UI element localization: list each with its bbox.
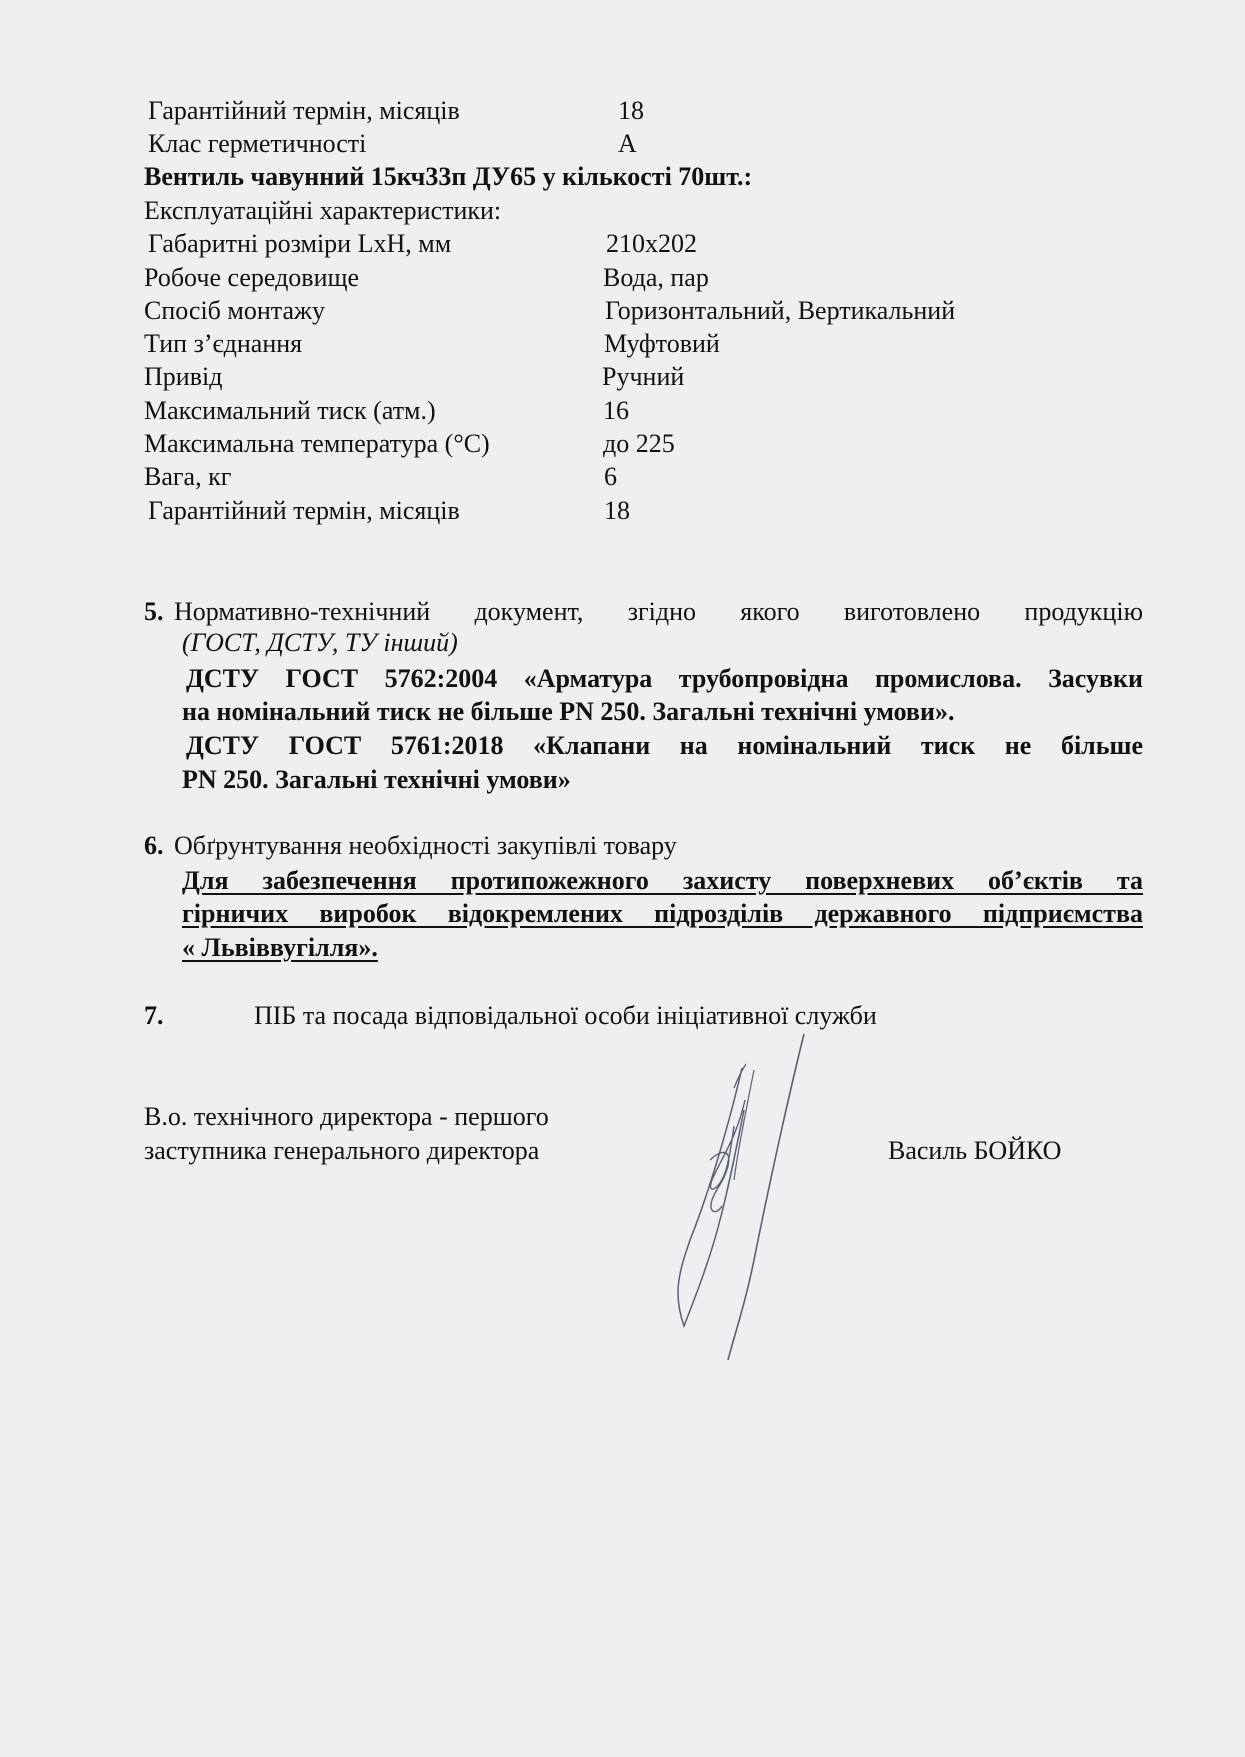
spec-label: Гарантійний термін, місяців — [148, 96, 460, 125]
section6-title: Обґрунтування необхідності закупівлі товару — [174, 831, 677, 860]
spec-label: Спосіб монтажу — [144, 296, 325, 325]
section5-subtitle: (ГОСТ, ДСТУ, ТУ інший) — [182, 628, 458, 657]
justification-line: « Львіввугілля». — [182, 933, 378, 962]
standard-line: на номінальний тиск не більше PN 250. Загальні технічні умови». — [182, 697, 955, 726]
section-number: 7. — [144, 1001, 164, 1030]
section-number: 5. — [144, 597, 164, 626]
spec-label: Вага, кг — [144, 462, 232, 491]
standard-line: ДСТУ ГОСТ 5761:2018 «Клапани на номінальний тиск не більше — [186, 731, 1143, 760]
spec-value: Горизонтальний, Вертикальний — [605, 296, 956, 325]
spec-value: Ручний — [602, 362, 685, 391]
spec-label: Привід — [144, 362, 223, 391]
standard-line: ДСТУ ГОСТ 5762:2004 «Арматура трубопровідна промислова. Засувки — [186, 664, 1143, 693]
justification-line: Для забезпечення протипожежного захисту поверхневих об’єктів та — [182, 866, 1143, 895]
spec-value: до 225 — [603, 429, 675, 458]
signatory-position: заступника генерального директора — [144, 1136, 540, 1165]
handwritten-signature — [650, 1030, 820, 1360]
spec-value: 16 — [603, 396, 629, 425]
spec-label: Габаритні розміри LxH, мм — [148, 229, 452, 258]
spec-value: 18 — [604, 496, 630, 525]
spec-label: Клас герметичності — [148, 129, 367, 158]
valve-heading: Вентиль чавунний 15кч33п ДУ65 у кількості 70шт.: — [144, 162, 753, 191]
spec-value: 210x202 — [606, 229, 697, 258]
spec-value: 6 — [604, 462, 617, 491]
justification-line: гірничих виробок відокремлених підрозділів державного підприємства — [182, 899, 1143, 928]
spec-label: Робоче середовище — [144, 263, 360, 292]
section-number: 6. — [144, 831, 164, 860]
spec-label: Максимальна температура (°С) — [144, 429, 490, 458]
standard-line: PN 250. Загальні технічні умови» — [182, 765, 571, 794]
section5-title: Нормативно-технічний документ, згідно якого виготовлено продукцію — [174, 597, 1143, 626]
spec-label: Гарантійний термін, місяців — [148, 496, 460, 525]
spec-value: Муфтовий — [604, 329, 720, 358]
spec-label: Максимальний тиск (атм.) — [144, 396, 436, 425]
spec-value: А — [618, 129, 637, 158]
signatory-name: Василь БОЙКО — [888, 1136, 1062, 1165]
spec-value: Вода, пар — [603, 263, 709, 292]
signatory-position: В.о. технічного директора - першого — [144, 1102, 549, 1131]
section7-title: ПІБ та посада відповідальної особи ініціативної служби — [254, 1001, 877, 1030]
spec-label: Тип з’єднання — [144, 329, 303, 358]
operating-title: Експлуатаційні характеристики: — [144, 196, 502, 225]
spec-value: 18 — [618, 96, 644, 125]
